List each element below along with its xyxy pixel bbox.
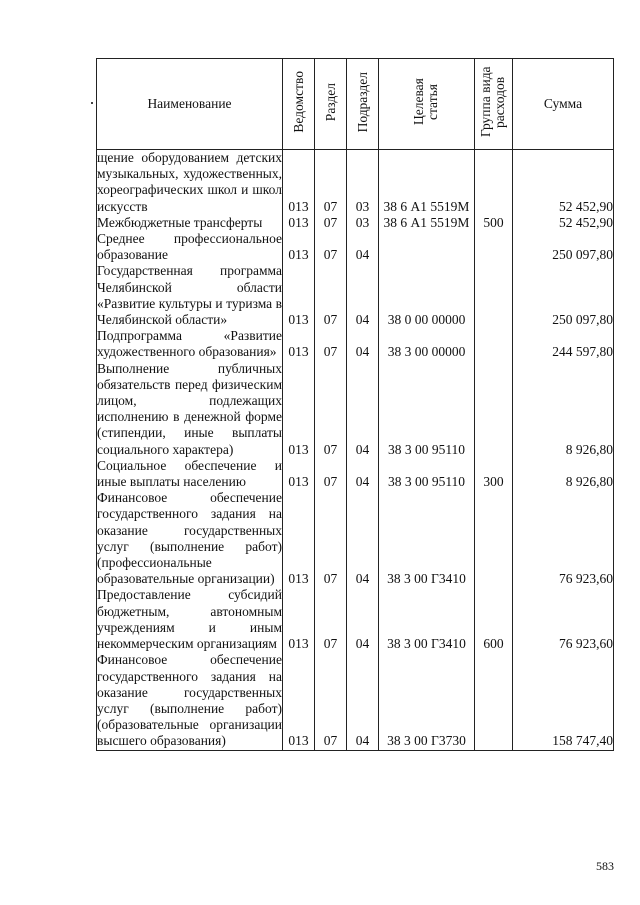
- header-summa: Сумма: [513, 59, 614, 150]
- cell-podrazdel: 04: [347, 587, 379, 652]
- cell-name: Подпрограмма «Развитие художественного образования»: [97, 328, 282, 360]
- cell-name: Государственная программа Челябинской области «Развитие культуры и туризма в Челябинской области»: [97, 263, 282, 328]
- table-row: [97, 587, 614, 652]
- cell-celevaya: 38 6 А1 5519М: [379, 150, 475, 215]
- cell-vedomstvo: 013: [283, 652, 315, 750]
- table-row: [97, 652, 614, 750]
- cell-summa: 158 747,40: [513, 652, 614, 750]
- cell-summa: 250 097,80: [513, 231, 614, 263]
- cell-name: Финансовое обеспечение государственного задания на оказание государственных услуг (выполнение работ) (образовательные организации высшего образования): [97, 652, 282, 749]
- cell-celevaya: 38 3 00 95110: [379, 361, 475, 458]
- cell-gruppa: 600: [475, 587, 513, 652]
- cell-vedomstvo: 013: [283, 215, 315, 231]
- table-header-row: [97, 59, 614, 150]
- cell-celevaya: 38 3 00 00000: [379, 328, 475, 360]
- cell-razdel: 07: [315, 231, 347, 263]
- table-row: [97, 263, 614, 328]
- cell-vedomstvo: 013: [283, 361, 315, 458]
- table-row: [97, 328, 614, 360]
- budget-table: [96, 58, 614, 751]
- cell-gruppa: [475, 150, 513, 215]
- table-row: [97, 458, 614, 490]
- page-number: 583: [596, 859, 614, 873]
- cell-summa: 52 452,90: [513, 215, 614, 231]
- cell-name: Социальное обеспечение и иные выплаты населению: [97, 457, 282, 490]
- cell-razdel: 07: [315, 150, 347, 215]
- table-row: [97, 150, 614, 215]
- cell-name: Финансовое обеспечение государственного задания на оказание государственных услуг (выполнение работ) (профессиональные образовательные организации): [97, 490, 282, 587]
- table-body: [97, 150, 614, 751]
- table-row: [97, 215, 614, 231]
- cell-celevaya: 38 3 00 Г3410: [379, 490, 475, 587]
- cell-gruppa: [475, 263, 513, 328]
- cell-summa: 244 597,80: [513, 328, 614, 360]
- cell-name: щение оборудованием детских музыкальных, художественных, хореографических школ и школ искусств: [97, 150, 282, 214]
- cell-podrazdel: 04: [347, 458, 379, 490]
- cell-summa: 52 452,90: [513, 150, 614, 215]
- table-row: [97, 361, 614, 458]
- cell-summa: 76 923,60: [513, 587, 614, 652]
- cell-podrazdel: 04: [347, 263, 379, 328]
- cell-summa: 76 923,60: [513, 490, 614, 587]
- cell-razdel: 07: [315, 361, 347, 458]
- cell-razdel: 07: [315, 490, 347, 587]
- cell-gruppa: [475, 490, 513, 587]
- cell-razdel: 07: [315, 328, 347, 360]
- cell-summa: 250 097,80: [513, 263, 614, 328]
- cell-celevaya: [379, 231, 475, 263]
- cell-name: Среднее профессиональное образование: [97, 231, 282, 263]
- cell-razdel: 07: [315, 458, 347, 490]
- cell-podrazdel: 04: [347, 361, 379, 458]
- header-podrazdel: Подраздел: [347, 59, 379, 150]
- header-gruppa: Группа вида расходов: [475, 59, 513, 150]
- cell-podrazdel: 03: [347, 150, 379, 215]
- cell-celevaya: 38 0 00 00000: [379, 263, 475, 328]
- cell-vedomstvo: 013: [283, 150, 315, 215]
- scan-speck: [91, 102, 93, 104]
- cell-summa: 8 926,80: [513, 361, 614, 458]
- cell-razdel: 07: [315, 652, 347, 750]
- cell-name: Выполнение публичных обязательств перед физическим лицом, подлежащих исполнению в денежной форме (стипендии, иные выплаты социального характера): [97, 360, 282, 457]
- cell-summa: 8 926,80: [513, 458, 614, 490]
- cell-razdel: 07: [315, 587, 347, 652]
- cell-podrazdel: 04: [347, 231, 379, 263]
- cell-podrazdel: 03: [347, 215, 379, 231]
- cell-gruppa: [475, 231, 513, 263]
- header-name: Наименование: [97, 59, 283, 150]
- cell-gruppa: [475, 652, 513, 750]
- cell-celevaya: 38 3 00 Г3730: [379, 652, 475, 750]
- cell-vedomstvo: 013: [283, 458, 315, 490]
- cell-podrazdel: 04: [347, 490, 379, 587]
- cell-vedomstvo: 013: [283, 328, 315, 360]
- cell-celevaya: 38 3 00 95110: [379, 458, 475, 490]
- header-vedomstvo: Ведомство: [283, 59, 315, 150]
- cell-vedomstvo: 013: [283, 263, 315, 328]
- cell-gruppa: [475, 361, 513, 458]
- cell-name: Межбюджетные трансферты: [97, 215, 283, 231]
- cell-razdel: 07: [315, 263, 347, 328]
- cell-celevaya: 38 3 00 Г3410: [379, 587, 475, 652]
- cell-celevaya: 38 6 А1 5519М: [379, 215, 475, 231]
- cell-vedomstvo: 013: [283, 231, 315, 263]
- table-row: [97, 231, 614, 263]
- cell-gruppa: 500: [475, 215, 513, 231]
- cell-gruppa: 300: [475, 458, 513, 490]
- cell-razdel: 07: [315, 215, 347, 231]
- header-razdel: Раздел: [315, 59, 347, 150]
- cell-name: Предоставление субсидий бюджетным, автономным учреждениям и иным некоммерческим организациям: [97, 587, 282, 652]
- cell-vedomstvo: 013: [283, 490, 315, 587]
- header-celevaya: Целевая статья: [379, 59, 475, 150]
- cell-podrazdel: 04: [347, 328, 379, 360]
- table-row: [97, 490, 614, 587]
- cell-podrazdel: 04: [347, 652, 379, 750]
- cell-gruppa: [475, 328, 513, 360]
- cell-vedomstvo: 013: [283, 587, 315, 652]
